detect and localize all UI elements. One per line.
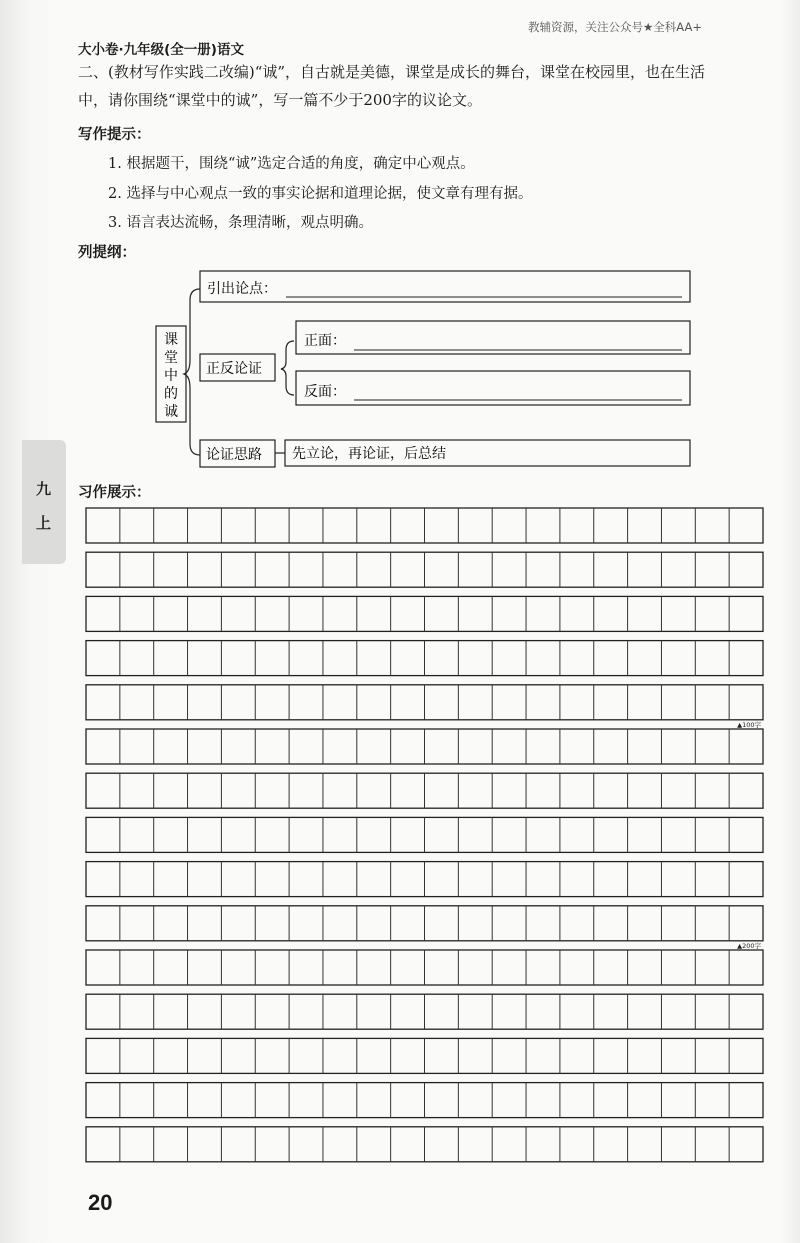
logic-text: 先立论，再论证，后总结	[292, 446, 446, 462]
side-tab-char-2: 上	[36, 514, 52, 532]
positive-label: 正面：	[304, 333, 346, 349]
logic-label: 论证思路	[206, 447, 262, 463]
running-title: 大小卷·九年级(全一册)语文	[78, 42, 244, 58]
grid-row[interactable]	[86, 1127, 763, 1162]
side-tab-char-1: 九	[36, 480, 52, 498]
grid-row[interactable]	[86, 862, 763, 897]
topic-char-4: 的	[164, 386, 178, 402]
grid-row[interactable]	[86, 994, 763, 1029]
argument-label: 正反论证	[206, 361, 262, 377]
grid-row[interactable]	[86, 773, 763, 808]
hints-label: 写作提示：	[78, 127, 151, 143]
grid-row[interactable]	[86, 508, 763, 543]
negative-label: 反面：	[304, 384, 346, 400]
watermark: 教辅资源，关注公众号★全科AA+	[528, 20, 702, 34]
grid-row[interactable]	[86, 1038, 763, 1073]
grid-row[interactable]	[86, 729, 763, 764]
grid-row[interactable]	[86, 950, 763, 985]
hint-item-1: 1. 根据题干，围绕“诚”选定合适的角度，确定中心观点。	[108, 156, 475, 172]
grid-row[interactable]	[86, 596, 763, 631]
page-number: 20	[88, 1190, 113, 1215]
question-line-2: 中，请你围绕“课堂中的诚”，写一篇不少于200字的议论文。	[78, 91, 482, 109]
hint-item-2: 2. 选择与中心观点一致的事实论据和道理论据，使文章有理有据。	[108, 186, 533, 202]
grid-row[interactable]	[86, 552, 763, 587]
grid-row[interactable]	[86, 817, 763, 852]
grid-row[interactable]	[86, 906, 763, 941]
topic-char-2: 堂	[164, 350, 178, 366]
marker-200-words: ▲200字	[737, 941, 761, 950]
question-line-1: 二、(教材写作实践二改编)“诚”，自古就是美德，课堂是成长的舞台，课堂在校园里，也在生活	[78, 63, 706, 81]
marker-100-words: ▲100字	[737, 720, 761, 729]
point-label: 引出论点：	[207, 281, 277, 297]
outline-label: 列提纲：	[78, 245, 136, 261]
topic-char-3: 中	[164, 368, 178, 384]
grid-row[interactable]	[86, 641, 763, 676]
writing-label: 习作展示：	[78, 485, 151, 501]
grid-row[interactable]	[86, 685, 763, 720]
topic-char-1: 课	[164, 332, 178, 348]
topic-char-5: 诚	[164, 404, 178, 420]
grid-row[interactable]	[86, 1083, 763, 1118]
hint-item-3: 3. 语言表达流畅，条理清晰，观点明确。	[108, 215, 373, 231]
